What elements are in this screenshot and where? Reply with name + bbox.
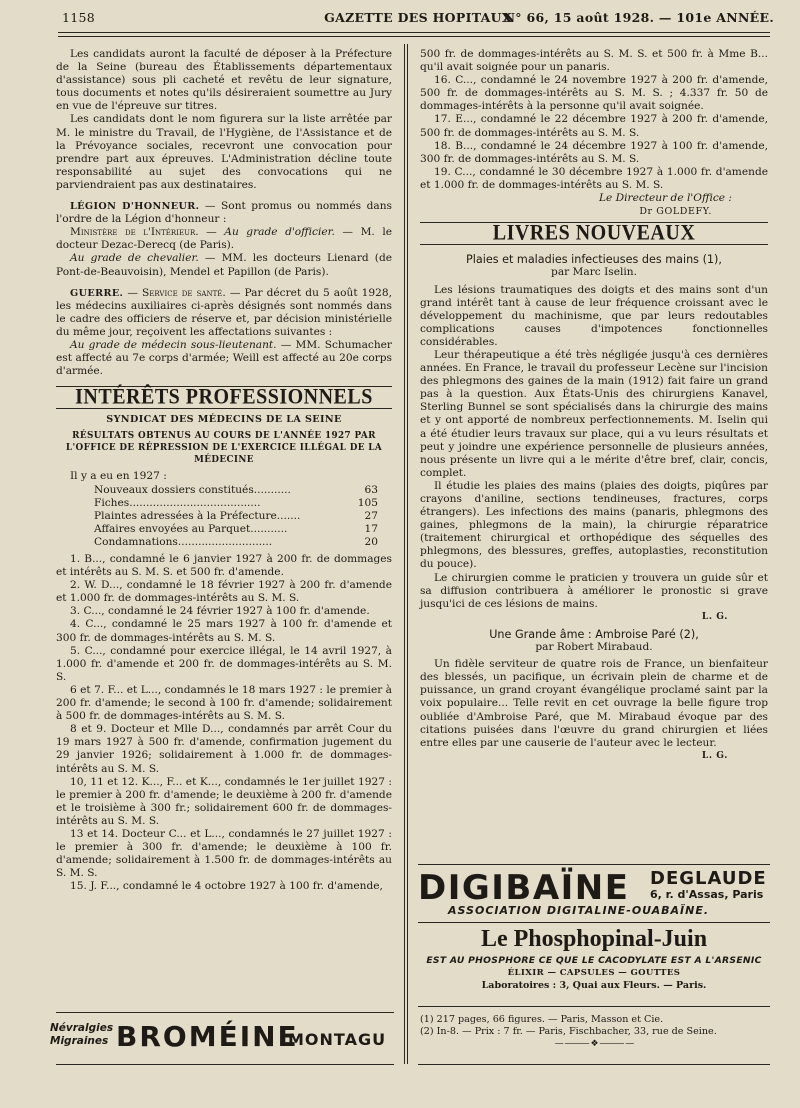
grade-medecin: Au grade de médecin sous-lieutenant. <box>70 338 277 351</box>
phosphopinal-slogan: EST AU PHOSPHORE CE QUE LE CACODYLATE EST A L'ARSENIC <box>426 955 762 966</box>
digibaine-brand: DEGLAUDE <box>650 868 767 889</box>
bromeine-indications <box>50 1022 113 1048</box>
case-item: 18. B..., condamné le 24 décembre 1927 à 100 fr. d'amende, 300 fr. de dommages-intérêts au S. M. S. <box>420 139 768 165</box>
stat-row <box>94 484 378 497</box>
case-item: 10, 11 et 12. K..., F... et K..., condamnés le 1er juillet 1927 : le premier à 200 fr. d'amende; le deuxième à 200 fr. d'amende et le troisième à 300 fr.; solidairement 600 fr. de dommages-intérêts au S. M. S. <box>56 775 392 827</box>
stats-list <box>56 484 392 549</box>
bromeine-name: BROMÉINE <box>116 1020 299 1053</box>
grade-medecin-text: — MM. Schumacher est affecté au 7e corps d'armée; Weill est affecté au 20e corps d'armée. <box>56 338 392 378</box>
stat-label: Plaintes adressées à la Préfecture....... <box>94 509 301 522</box>
legion-heading: LÉGION D'HONNEUR. <box>70 201 200 213</box>
case-item: 2. W. D..., condamné le 18 février 1927 à 200 fr. d'amende et 1.000 fr. de dommages-intérêts au S. M. S. <box>56 579 392 605</box>
left-column <box>56 48 392 893</box>
case-item: 13 et 14. Docteur C... et L..., condamnés le 27 juillet 1927 : le premier à 300 fr. d'amende; le deuxième à 100 fr. d'amende; solidairement à 1.500 fr. de dommages-intérêts au S. M. S. <box>56 827 392 880</box>
right-column <box>420 48 768 763</box>
phosphopinal-title: Le Phosphopinal-Juin <box>480 926 708 952</box>
director-name: Dr GOLDEFY. <box>639 206 712 218</box>
candidates-list-paragraph: Les candidats dont le nom figurera sur la liste arrêtée par M. le ministre du Travail, de l'Hygiène, de l'Assistance et de la Prévoyance sociales, recevront une convocation pour prendre part aux épreuves. L'Administration décline toute responsabilité au sujet des convocations qui ne parviendraient pas aux destinataires. <box>56 113 392 191</box>
bromeine-advertisement <box>50 1016 394 1060</box>
case-item: 19. C..., condamné le 30 décembre 1927 à 1.000 fr. d'amende et 1.000 fr. de dommages-intérêts au S. M. S. <box>420 165 768 191</box>
stat-value: 63 <box>364 483 378 496</box>
footer-rule <box>418 1064 770 1065</box>
digibaine-association: ASSOCIATION DIGITALINE-OUABAÏNE. <box>448 904 710 917</box>
legion-honneur-paragraph <box>56 200 392 226</box>
ad-rule <box>418 922 770 923</box>
stat-label: Fiches....................................... <box>94 496 261 509</box>
stat-row <box>94 510 378 523</box>
guerre-heading: GUERRE. <box>70 287 124 299</box>
grade-chevalier-text: — MM. les docteurs Lienard (de Pont-de-Beauvoisin), Mendel et Papillon (de Paris). <box>56 252 392 278</box>
book2-paragraph: Un fidèle serviteur de quatre rois de France, un bienfaiteur des blessés, un pacifique, un écrivain plein de charme et de puissance, un grand croyant évangélique proclamé saint par la voix populaire... Telle revit en cet ouvrage la belle figure trop oubliée d'Ambroise Paré, que M. Mirabaud évoque par des citations puisées dans l'œuvre du grand chirurgien et liées entre elles par une causerie de l'auteur avec le lecteur. <box>420 658 768 749</box>
digibaine-address: 6, r. d'Assas, Paris <box>650 888 764 901</box>
case-item: 16. C..., condamné le 24 novembre 1927 à 200 fr. d'amende, 500 fr. de dommages-intérêts au S. M. S. ; 4.337 fr. 50 de dommages-intérêts à la personne qu'il avait soignée. <box>420 74 768 113</box>
column-divider-double <box>407 44 408 1064</box>
case-item: 6 et 7. F... et L..., condamnés le 18 mars 1927 : le premier à 200 fr. d'amende; le second à 100 fr. d'amende; solidairement à 500 fr. de dommages-intérêts au S. M. S. <box>56 683 392 723</box>
book2-signature: L. G. <box>701 750 728 761</box>
footnote: (2) In-8. — Prix : 7 fr. — Paris, Fischbacher, 33, rue de Seine. <box>420 1026 717 1038</box>
book1-author: par Marc Iselin. <box>551 266 637 279</box>
bromeine-brand: MONTAGU <box>288 1030 387 1049</box>
case-item: 5. C..., condamné pour exercice illégal, le 14 avril 1927, à 1.000 fr. d'amende et 200 fr. de dommages-intérêts au S. M. S. <box>56 644 392 683</box>
interior-ministry: Ministère de l'Intérieur. <box>70 226 199 239</box>
ad-rule <box>418 1006 770 1007</box>
digibaine-name: DIGIBAÏNE <box>418 868 630 908</box>
interior-ministry-paragraph <box>56 226 392 252</box>
case-item: 8 et 9. Docteur et Mlle D..., condamnés par arrêt Cour du 19 mars 1927 à 500 fr. d'amende, confirmation jugement du 29 janvier 1926; solidairement à 1.000 fr. de dommages-intérêts au S. M. S. <box>56 723 392 775</box>
footer-rule <box>56 1064 394 1065</box>
stat-value: 27 <box>364 509 378 522</box>
resultats-heading: RÉSULTATS OBTENUS AU COURS DE L'ANNÉE 1927 PAR L'OFFICE DE RÉPRESSION DE L'EXERCICE ILLÉGAL DE LA MÉDECINE <box>65 431 383 466</box>
grade-chevalier: Au grade de chevalier. <box>70 252 199 265</box>
indication-line: Névralgies <box>50 1022 114 1034</box>
phosphopinal-forms: ÉLIXIR — CAPSULES — GOUTTES <box>507 968 681 978</box>
guerre-text: — Par décret du 5 août 1928, les médecins auxiliaires ci-après désignés sont nommés dans le cadre des officiers de réserve et, par décision ministérielle du même jour, reçoivent les affectations suivantes : <box>56 286 392 338</box>
stat-row <box>94 523 378 536</box>
ad-rule <box>418 864 770 865</box>
case-item: 4. C..., condamné le 25 mars 1927 à 100 fr. d'amende et 300 fr. de dommages-intérêts au S. M. S. <box>56 618 392 644</box>
candidates-paragraph: Les candidats auront la faculté de déposer à la Préfecture de la Seine (bureau des Établissements départementaux d'assistance) sous pli cacheté et revêtu de leur signature, tous documents et notes qu'ils désireraient soumettre au Jury en vue de l'épreuve sur titres. <box>56 48 392 113</box>
book1-paragraph: Leur thérapeutique a été très négligée jusqu'à ces dernières années. En France, le travail du professeur Lecène sur l'incision des phlegmons des gaines de la main (1912) fait faire un grand pas à la question. Aux États-Unis des chirurgiens Kanavel, Sterling Bunnel se sont spécialisés dans la chirurgie des mains et y ont apporté de nombreux perfectionnements. M. Iselin qui a été étudier leurs travaux sur place, qui a vu leurs résultats et peut y joindre une expérience personnelle de plusieurs années, nous présente un livre qui a le mérite d'être bref, clair, concis, complet. <box>420 348 768 479</box>
page-number: 1158 <box>62 10 96 25</box>
director-title: Le Directeur de l'Office : <box>598 192 732 205</box>
issue-info: N° 66, 15 août 1928. — 101e ANNÉE. <box>503 10 774 25</box>
indication-line: Migraines <box>50 1035 109 1047</box>
legion-text: — Sont promus ou nommés dans l'ordre de la Légion d'honneur : <box>56 200 392 226</box>
ad-rule <box>56 1012 394 1013</box>
stat-row <box>94 536 378 549</box>
book2-title: Une Grande âme : Ambroise Paré (2), <box>489 627 699 641</box>
stat-label: Affaires envoyées au Parquet........... <box>94 522 288 535</box>
stat-value: 105 <box>357 496 378 509</box>
stats-intro: Il y a eu en 1927 : <box>70 470 167 483</box>
case-item: 17. E..., condamné le 22 décembre 1927 à 200 fr. d'amende, 500 fr. de dommages-intérêts au S. M. S. <box>420 113 768 139</box>
phosphopinal-advertisement <box>418 926 770 991</box>
case-item: 15. J. F..., condamné le 4 octobre 1927 à 100 fr. d'amende, <box>70 880 383 893</box>
book1-paragraph: Il étudie les plaies des mains (plaies des doigts, piqûres par crayons d'aniline, sections tendineuses, fractures, corps étrangers). Les infections des mains (panaris, phlegmons des gaines, phlegmons de la main), la chirurgie réparatrice (traitement chirurgical et orthopédique des séquelles des phlegmons, des blessures, greffes, autoplasties, reconstitution du pouce). <box>420 479 768 571</box>
section-title-interets: INTÉRÊTS PROFESSIONNELS <box>75 385 373 410</box>
case-item: 500 fr. de dommages-intérêts au S. M. S. et 500 fr. à Mme B... qu'il avait soignée pour un panaris. <box>420 48 768 74</box>
syndicat-heading: SYNDICAT DES MÉDECINS DE LA SEINE <box>106 414 342 426</box>
digibaine-advertisement <box>418 868 770 922</box>
stat-label: Nouveaux dossiers constitués........... <box>94 483 291 496</box>
stat-label: Condamnations............................ <box>94 535 273 548</box>
book1-title: Plaies et maladies infectieuses des mains (1), <box>466 253 722 267</box>
stat-value: 17 <box>364 522 378 535</box>
section-title-livres: LIVRES NOUVEAUX <box>492 221 696 246</box>
publication-title: GAZETTE DES HOPITAUX <box>324 10 512 25</box>
case-item: 1. B..., condamné le 6 janvier 1927 à 200 fr. de dommages et intérêts au S. M. S. et 500 fr. d'amende. <box>56 553 392 579</box>
stat-row <box>94 497 378 510</box>
header-rule <box>58 32 770 33</box>
book1-paragraph: Les lésions traumatiques des doigts et des mains sont d'un grand intérêt tant à cause de leur fréquence croissant avec le développement du machinisme, que par leurs redoutables complications causes d'impotences fonctionnelles considérables. <box>420 283 768 348</box>
grade-officer: — Au grade d'officier. <box>198 226 335 239</box>
book2-author: par Robert Mirabaud. <box>535 641 653 654</box>
stat-value: 20 <box>364 535 378 548</box>
book1-paragraph: Le chirurgien comme le praticien y trouvera un guide sûr et sa diffusion contribuera à améliorer le pronostic si grave jusqu'ici de ces lésions de mains. <box>420 571 768 610</box>
book1-signature: L. G. <box>701 611 728 622</box>
column-divider <box>404 44 405 1064</box>
footnotes <box>420 1014 768 1051</box>
header-rule-double <box>58 36 770 37</box>
guerre-paragraph <box>56 287 392 339</box>
chevalier-paragraph <box>56 252 392 278</box>
case-item: 3. C..., condamné le 24 février 1927 à 100 fr. d'amende. <box>70 605 370 618</box>
grade-officer-text: — M. le docteur Dezac-Derecq (de Paris). <box>56 226 392 252</box>
service-sante: — Service de santé. <box>123 286 226 299</box>
phosphopinal-laboratory: Laboratoires : 3, Quai aux Fleurs. — Paris. <box>481 980 707 991</box>
ornament-divider: — ——— ❖ ——— — <box>554 1039 634 1050</box>
medecin-grade-paragraph <box>56 339 392 378</box>
page-header <box>62 10 774 28</box>
footnote: (1) 217 pages, 66 figures. — Paris, Masson et Cie. <box>420 1014 664 1025</box>
